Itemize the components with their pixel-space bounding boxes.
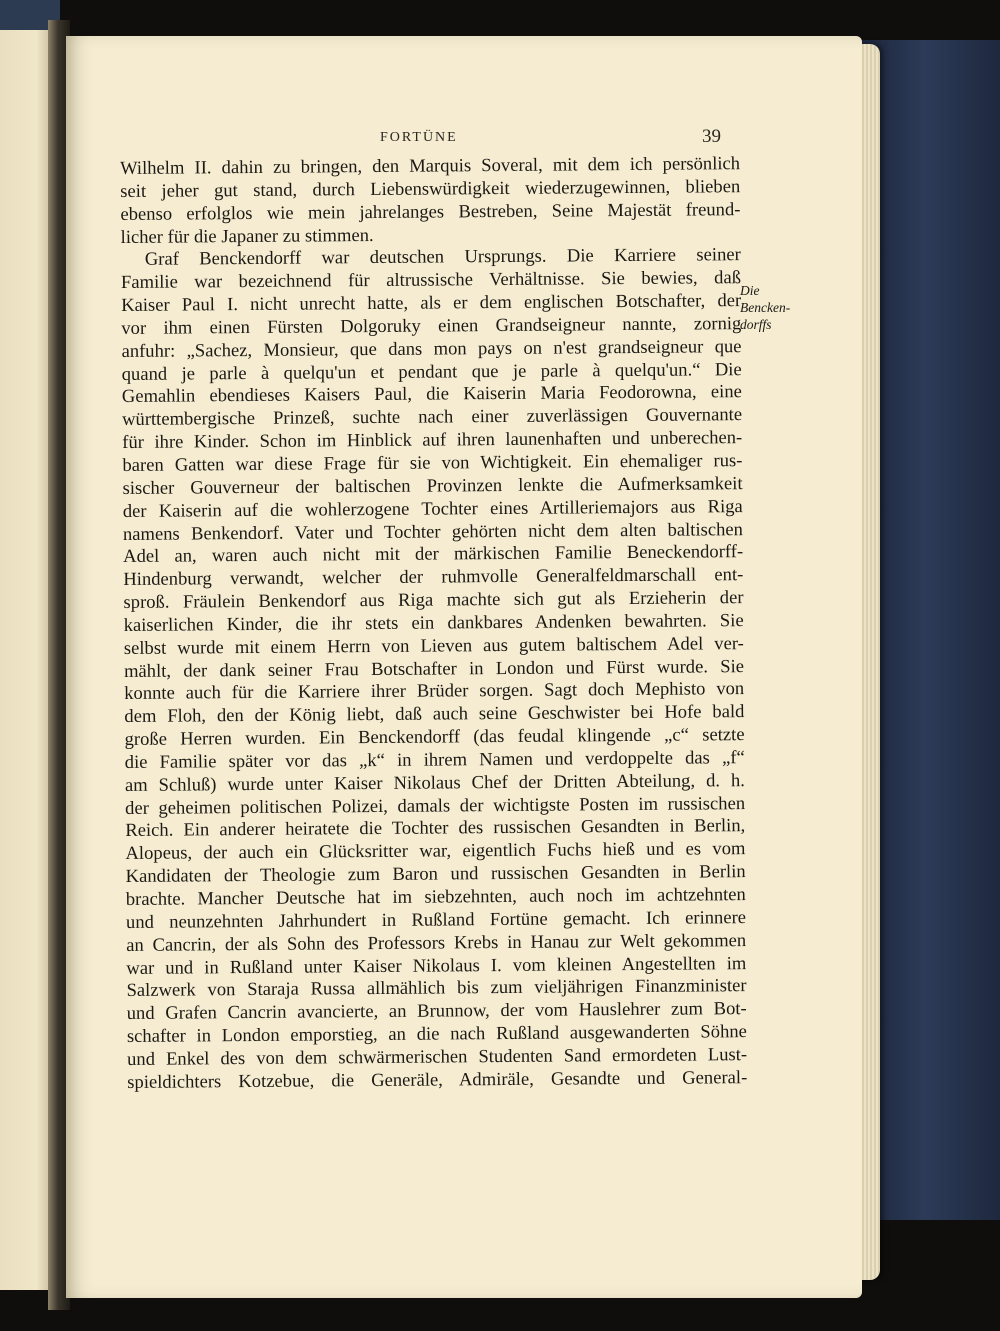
text-line: an Cancrin, der als Sohn des Professors Krebs in Hanau zur Welt gekommen <box>126 929 747 956</box>
text-line: große Herren wurden. Ein Benckendorff (das feudal klingende „c“ setzte <box>124 724 745 751</box>
text-line: kaiserlichen Kinder, die ihr stets ein dankbares Andenken bewahrten. Sie <box>123 609 744 636</box>
text-line: ebenso erfolglos wie mein jahrelanges Bestreben, Seine Majestät freund- <box>120 198 741 225</box>
text-line: und Enkel des von dem schwärmerischen Studenten Sand ermordeten Lust- <box>126 1044 748 1070</box>
running-head: FORTÜNE <box>380 130 458 145</box>
text-line: seit jeher gut stand, durch Liebenswürdigkeit wiederzugewinnen, blieben <box>120 175 741 202</box>
text-line: und neunzehnten Jahrhundert in Rußland Fortüne gemacht. Ich erinnere <box>125 906 747 933</box>
text-line: Alopeus, der auch ein Glücksritter war, eigentlich Fuchs hieß und es vom <box>125 838 746 865</box>
text-line: Wilhelm II. dahin zu bringen, den Marquis Soveral, mit dem ich persönlich <box>120 153 741 179</box>
text-line: dem Floh, den der König liebt, daß auch seine Geschwister bei Hofe bald <box>124 701 745 728</box>
text-line: anfuhr: „Sachez, Monsieur, que dans mon pays on n'est grandseigneur que <box>121 335 742 362</box>
facing-page-edge <box>0 30 52 1290</box>
text-line: spieldichters Kotzebue, die Generäle, Admiräle, Gesandte und General- <box>127 1066 748 1093</box>
text-line: quand je parle à quelqu'un et pendant que je parle à quelqu'un.“ Die <box>121 358 742 385</box>
text-line: Graf Benckendorff war deutschen Ursprungs. Die Karriere seiner <box>144 244 741 271</box>
text-line: Familie war bezeichnend für altrussische Verhältnisse. Sie bewies, daß <box>120 267 742 294</box>
text-line: Salzwerk von Staraja Russa allmählich bis zum vieljährigen Finanzminister <box>126 975 747 1002</box>
text-line: sproß. Fräulein Benkendorf aus Riga machte sich gut als Erzieherin der <box>123 587 744 614</box>
text-line: Adel an, waren auch nicht mit der märkischen Familie Beneckendorff- <box>123 541 744 568</box>
marginal-note-line: Bencken- <box>740 300 791 315</box>
text-line: für ihre Kinder. Schon im Hinblick auf ihren launenhaften und unberechen- <box>122 427 743 454</box>
text-line: der Kaiserin auf die wohlerzogene Tochter eines Artilleriemajors aus Riga <box>122 495 743 522</box>
text-line: schafter in London emporstieg, an die nach Rußland ausgewanderten Söhne <box>126 1021 747 1048</box>
text-line: konnte auch für die Karriere ihrer Brüder sorgen. Sagt doch Mephisto von <box>124 678 745 705</box>
text-line: sischer Gouverneur der baltischen Provinzen lenkte die Aufmerksamkeit <box>122 472 743 499</box>
marginal-note-line: dorffs <box>740 317 772 332</box>
text-line: vor ihm einen Fürsten Dolgoruky einen Grandseigneur nannte, zornig <box>121 313 742 339</box>
text-line: Kaiser Paul I. nicht unrecht hatte, als er dem englischen Botschafter, der <box>121 290 742 317</box>
text-line: am Schluß) wurde unter Kaiser Nikolaus Chef der Dritten Abteilung, d. h. <box>124 769 745 796</box>
text-line: der geheimen politischen Polizei, damals der wichtigste Posten im russischen <box>125 792 746 819</box>
marginal-note-line: Die <box>740 283 760 298</box>
text-line: Kandidaten der Theologie zum Baron und russischen Gesandten in Berlin <box>125 861 746 888</box>
text-line: die Familie später vor das „k“ in ihrem Namen und verdoppelte das „f“ <box>124 747 745 773</box>
text-line: württembergische Prinzeß, suchte nach einer zuverlässigen Gouvernante <box>121 404 743 431</box>
text-line: brachte. Mancher Deutsche hat im siebzehnten, auch noch im achtzehnten <box>125 884 746 910</box>
text-line: namens Benkendorf. Vater und Tochter gehörten nicht dem alten baltischen <box>122 518 744 545</box>
marginal-note <box>740 282 790 333</box>
page-number: 39 <box>702 126 721 147</box>
text-line: selbst wurde mit einem Herrn von Lieven aus gutem baltischem Adel ver- <box>123 632 744 659</box>
text-line: Hindenburg verwandt, welcher der ruhmvolle Generalfeldmarschall ent- <box>123 564 744 591</box>
text-line: war und in Rußland unter Kaiser Nikolaus I. vom kleinen Angestellten im <box>126 952 747 979</box>
text-line: Reich. Ein anderer heiratete die Tochter des russischen Gesandten in Berlin, <box>125 815 746 842</box>
text-line: und Grafen Cancrin avancierte, an Brunnow, der vom Hauslehrer zum Bot- <box>126 998 747 1025</box>
body-text <box>120 153 747 1094</box>
text-line: mählt, der dank seiner Frau Botschafter in London und Fürst wurde. Sie <box>123 655 745 682</box>
text-line: baren Gatten war diese Frage für sie von Wichtigkeit. Ein ehemaliger rus- <box>122 450 743 476</box>
text-line: Gemahlin ebendieses Kaisers Paul, die Kaiserin Maria Feodorowna, eine <box>121 381 742 408</box>
text-line: licher für die Japaner zu stimmen. <box>120 224 374 248</box>
